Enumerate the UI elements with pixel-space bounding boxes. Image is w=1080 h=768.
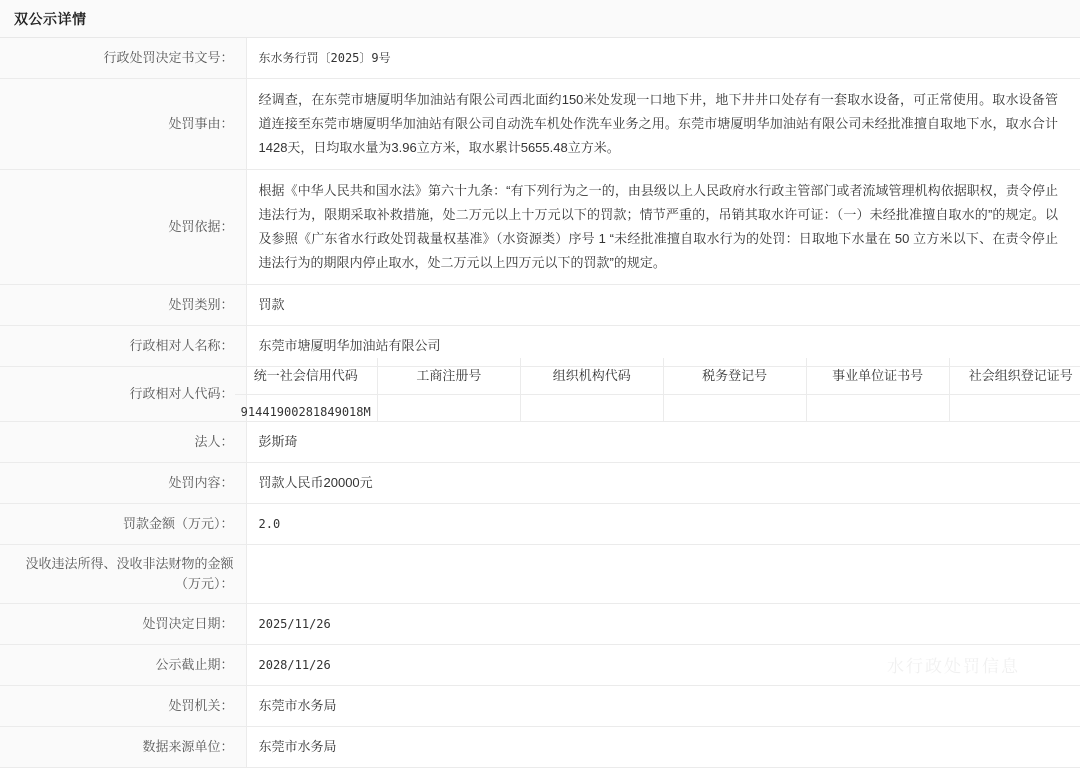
codes-header-row (235, 358, 1080, 394)
table-row (0, 545, 1080, 604)
row-value-legal-person: 彭斯琦 (246, 422, 1080, 463)
row-value-penalty-content: 罚款人民币20000元 (246, 463, 1080, 504)
table-row-codes (0, 367, 1080, 422)
row-label: 数据来源单位： (0, 727, 246, 768)
row-label: 罚款金额（万元）： (0, 504, 246, 545)
row-label: 公示截止期： (0, 645, 246, 686)
row-label: 行政处罚决定书文号： (0, 38, 246, 79)
row-label-codes: 行政相对人代码： (0, 367, 246, 422)
table-row (0, 645, 1080, 686)
table-row (0, 422, 1080, 463)
page-title: 双公示详情 (14, 9, 87, 29)
row-value-party-name: 东莞市塘厦明华加油站有限公司 (246, 326, 1080, 367)
table-row (0, 727, 1080, 768)
table-row (0, 604, 1080, 645)
table-row (0, 504, 1080, 545)
row-value-publicity-deadline: 2028/11/26 (246, 645, 1080, 686)
row-value-category: 罚款 (246, 285, 1080, 326)
row-label: 行政相对人名称： (0, 326, 246, 367)
row-value-reason: 经调查，在东莞市塘厦明华加油站有限公司西北面约150米处发现一口地下井，地下井井口处存有一套取水设备，可正常使用。取水设备管道连接至东莞市塘厦明华加油站有限公司自动洗车机处作洗车业务之用。东莞市塘厦明华加油站有限公司未经批准擅自取地下水，取水合计1428天，日均取水量为3.96立方米，取水累计5655.48立方米。 (246, 79, 1080, 170)
row-label: 没收违法所得、没收非法财物的金额（万元）： (0, 545, 246, 604)
codes-header-cell: 事业单位证书号 (806, 358, 949, 394)
row-label: 处罚决定日期： (0, 604, 246, 645)
row-label: 处罚类别： (0, 285, 246, 326)
codes-header-cell: 组织机构代码 (520, 358, 663, 394)
row-value-doc-number: 东水务行罚〔2025〕9号 (246, 38, 1080, 79)
table-row (0, 170, 1080, 285)
row-label: 处罚机关： (0, 686, 246, 727)
row-value-decision-date: 2025/11/26 (246, 604, 1080, 645)
table-row (0, 463, 1080, 504)
penalty-detail-table (0, 38, 1080, 768)
row-label: 法人： (0, 422, 246, 463)
codes-value-cell: 91441900281849018M (235, 394, 378, 430)
row-value-data-source: 东莞市水务局 (246, 727, 1080, 768)
row-value-fine-amount: 2.0 (246, 504, 1080, 545)
row-value-basis: 根据《中华人民共和国水法》第六十九条：“有下列行为之一的，由县级以上人民政府水行政主管部门或者流域管理机构依据职权，责令停止违法行为，限期采取补救措施，处二万元以上十万元以下的罚款；情节严重的，吊销其取水许可证：（一）未经批准擅自取水的”的规定。以及参照《广东省水行政处罚裁量权基准》（水资源类）序号 1 “未经批准擅自取水行为的处罚：日取地下水量在 50 立方米以下、在责令停止违法行为的期限内停止取水，处二万元以上四万元以下的罚款”的规定。 (246, 170, 1080, 285)
row-value-codes (246, 367, 1080, 422)
table-row (0, 285, 1080, 326)
row-value-authority: 东莞市水务局 (246, 686, 1080, 727)
row-value-confiscation-amount (246, 545, 1080, 604)
table-row (0, 79, 1080, 170)
row-label: 处罚内容： (0, 463, 246, 504)
page-header (0, 0, 1080, 38)
row-label: 处罚事由： (0, 79, 246, 170)
row-label: 处罚依据： (0, 170, 246, 285)
codes-table (235, 358, 1080, 430)
table-row (0, 38, 1080, 79)
codes-header-cell: 社会组织登记证号 (949, 358, 1080, 394)
table-row (0, 686, 1080, 727)
codes-header-cell: 工商注册号 (377, 358, 520, 394)
codes-header-cell: 统一社会信用代码 (235, 358, 378, 394)
codes-header-cell: 税务登记号 (663, 358, 806, 394)
watermark: 水行政处罚信息 (887, 652, 1020, 677)
